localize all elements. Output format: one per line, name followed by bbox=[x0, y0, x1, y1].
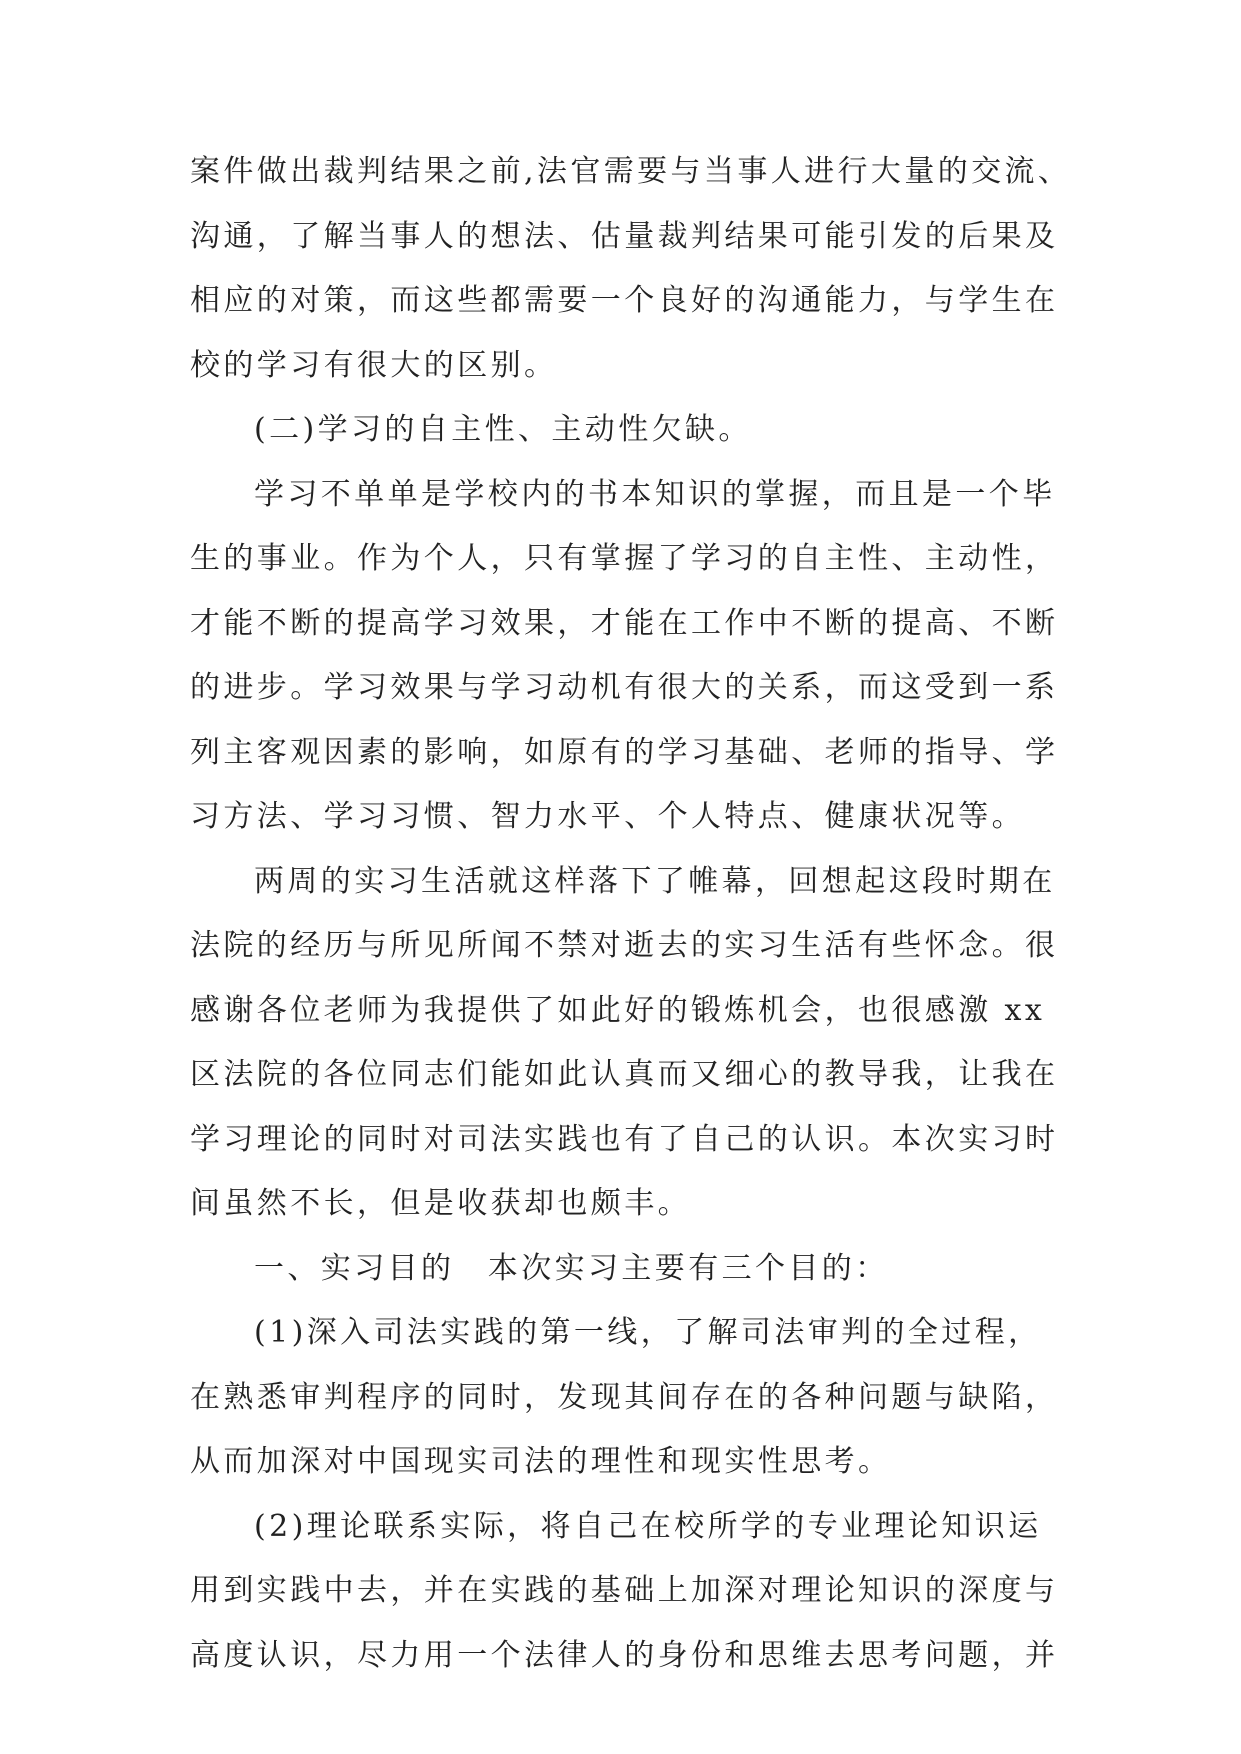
text-line: 间虽然不长，但是收获却也颇丰。 bbox=[190, 1186, 691, 1221]
text-line: 区法院的各位同志们能如此认真而又细心的教导我，让我在 bbox=[190, 1057, 1059, 1092]
text-line: 两周的实习生活就这样落下了帷幕，回想起这段时期在 bbox=[254, 863, 1056, 899]
text-line: 习方法、学习习惯、智力水平、个人特点、健康状况等。 bbox=[190, 799, 1025, 834]
text-line: 校的学习有很大的区别。 bbox=[190, 347, 558, 383]
text-line: 生的事业。作为个人，只有掌握了学习的自主性、主动性， bbox=[190, 541, 1059, 576]
text-line: (2)理论联系实际，将自己在校所学的专业理论知识运 bbox=[254, 1508, 1042, 1544]
text-line: 用到实践中去，并在实践的基础上加深对理论知识的深度与 bbox=[190, 1573, 1059, 1608]
text-line: 才能不断的提高学习效果，才能在工作中不断的提高、不断 bbox=[190, 605, 1059, 641]
text-line: 相应的对策，而这些都需要一个良好的沟通能力，与学生在 bbox=[190, 283, 1059, 318]
text-line: 案件做出裁判结果之前,法官需要与当事人进行大量的交流、 bbox=[190, 154, 1072, 189]
text-line: 高度认识，尽力用一个法律人的身份和思维去思考问题，并 bbox=[190, 1637, 1059, 1673]
text-line: 法院的经历与所见所闻不禁对逝去的实习生活有些怀念。很 bbox=[190, 928, 1059, 963]
text-line: 一、实习目的 本次实习主要有三个目的： bbox=[254, 1250, 889, 1286]
text-line: 沟通，了解当事人的想法、估量裁判结果可能引发的后果及 bbox=[190, 218, 1059, 254]
text-line: 学习不单单是学校内的书本知识的掌握，而且是一个毕 bbox=[254, 476, 1056, 512]
text-line: 从而加深对中国现实司法的理性和现实性思考。 bbox=[190, 1444, 892, 1479]
document-body bbox=[190, 152, 1090, 1700]
text-line: 在熟悉审判程序的同时，发现其间存在的各种问题与缺陷， bbox=[190, 1379, 1059, 1415]
text-line: 感谢各位老师为我提供了如此好的锻炼机会，也很感激 xx bbox=[190, 992, 1046, 1028]
text-line: (二)学习的自主性、主动性欠缺。 bbox=[254, 412, 752, 447]
text-line: 学习理论的同时对司法实践也有了自己的认识。本次实习时 bbox=[190, 1121, 1059, 1157]
text-line: 列主客观因素的影响，如原有的学习基础、老师的指导、学 bbox=[190, 734, 1059, 770]
text-line: (1)深入司法实践的第一线，了解司法审判的全过程， bbox=[254, 1315, 1042, 1350]
text-line: 的进步。学习效果与学习动机有很大的关系，而这受到一系 bbox=[190, 670, 1059, 705]
